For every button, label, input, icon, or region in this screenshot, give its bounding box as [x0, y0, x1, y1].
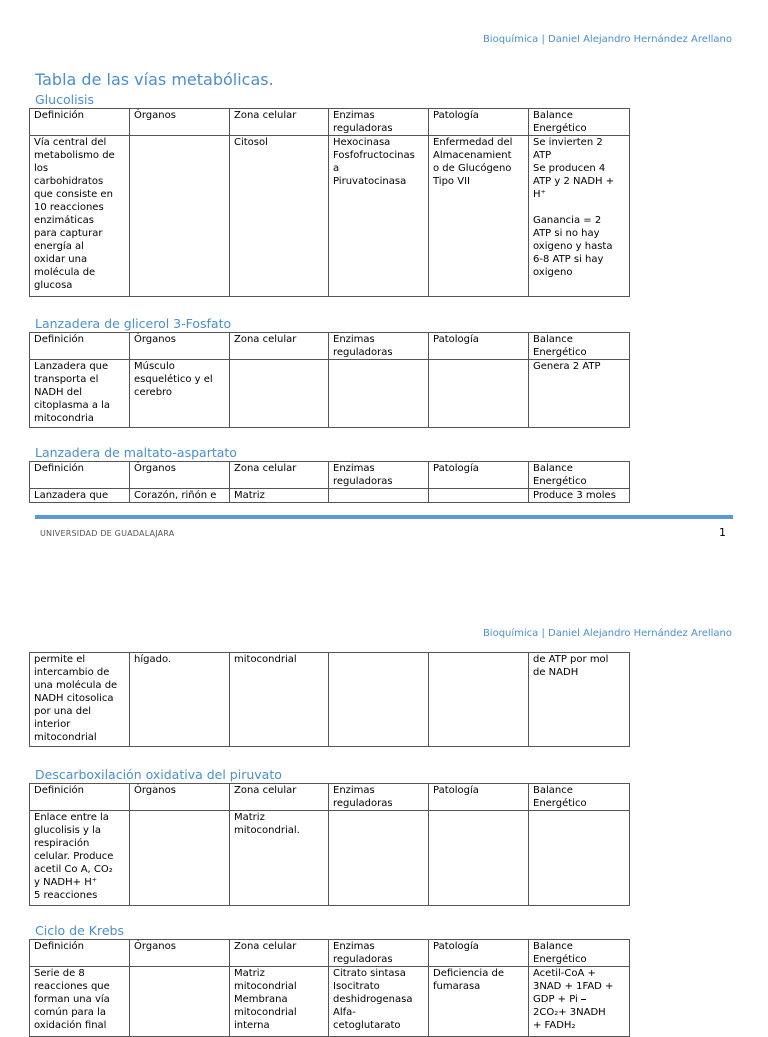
col-definicion: Definición	[30, 109, 130, 136]
table-header-row	[30, 462, 630, 489]
col-zona-celular: Zona celular	[230, 333, 329, 360]
table-row	[30, 489, 630, 503]
cell-patologia	[429, 489, 529, 503]
cell-enzimas	[329, 489, 429, 503]
col-enzimas: Enzimas reguladoras	[329, 109, 429, 136]
cell-organos	[130, 811, 230, 906]
cell-enzimas	[329, 360, 429, 428]
footer-rule	[35, 515, 733, 519]
footer-university: UNIVERSIDAD DE GUADALAJARA	[40, 529, 175, 538]
page-number: 1	[719, 526, 726, 539]
col-enzimas: Enzimas reguladoras	[329, 784, 429, 811]
col-definicion: Definición	[30, 462, 130, 489]
section-title-glicerol: Lanzadera de glicerol 3-Fosfato	[35, 316, 232, 331]
cell-zona-celular: Matriz mitocondrial.	[230, 811, 329, 906]
cell-patologia: Deficiencia de fumarasa	[429, 967, 529, 1037]
col-organos: Órganos	[130, 333, 230, 360]
col-enzimas: Enzimas reguladoras	[329, 940, 429, 967]
col-balance: Balance Energético	[529, 784, 630, 811]
cell-enzimas	[329, 653, 429, 747]
cell-definicion: Serie de 8 reacciones que forman una vía común para la oxidación final	[30, 967, 130, 1037]
section-title-krebs: Ciclo de Krebs	[35, 923, 124, 938]
cell-organos	[130, 136, 230, 297]
table-piruvato	[29, 783, 630, 906]
table-row	[30, 811, 630, 906]
table-glucolisis	[29, 108, 630, 297]
page-gap	[0, 560, 768, 600]
table-glicerol	[29, 332, 630, 428]
cell-balance: Se invierten 2 ATP Se producen 4 ATP y 2 NADH + H⁺ Ganancia = 2 ATP si no hay oxigeno y hasta 6-8 ATP si hay oxigeno	[529, 136, 630, 297]
page-2	[0, 600, 768, 1031]
document-title: Tabla de las vías metabólicas.	[35, 70, 274, 89]
col-enzimas: Enzimas reguladoras	[329, 333, 429, 360]
cell-zona-celular: Matriz mitocondrial Membrana mitocondrial interna	[230, 967, 329, 1037]
cell-patologia	[429, 360, 529, 428]
cell-zona-celular	[230, 360, 329, 428]
col-patologia: Patología	[429, 333, 529, 360]
cell-organos: Corazón, riñón e	[130, 489, 230, 503]
table-malato-part-1	[29, 461, 630, 503]
col-patologia: Patología	[429, 940, 529, 967]
col-zona-celular: Zona celular	[230, 784, 329, 811]
table-header-row	[30, 109, 630, 136]
cell-organos: Músculo esquelético y el cerebro	[130, 360, 230, 428]
cell-enzimas	[329, 811, 429, 906]
cell-zona-celular: Citosol	[230, 136, 329, 297]
col-patologia: Patología	[429, 109, 529, 136]
col-definicion: Definición	[30, 784, 130, 811]
cell-definicion: permite el intercambio de una molécula de NADH citosolica por una del interior mitocondrial	[30, 653, 130, 747]
cell-balance: Genera 2 ATP	[529, 360, 630, 428]
col-zona-celular: Zona celular	[230, 109, 329, 136]
table-row	[30, 967, 630, 1037]
cell-definicion: Enlace entre la glucolisis y la respiración celular. Produce acetil Co A, CO₂ y NADH+ H⁺ 5 reacciones	[30, 811, 130, 906]
cell-zona-celular: Matriz	[230, 489, 329, 503]
col-zona-celular: Zona celular	[230, 940, 329, 967]
running-header: Bioquímica | Daniel Alejandro Hernández Arellano	[482, 34, 732, 45]
col-organos: Órganos	[130, 109, 230, 136]
col-definicion: Definición	[30, 333, 130, 360]
cell-patologia: Enfermedad del Almacenamient o de Glucógeno Tipo VII	[429, 136, 529, 297]
cell-definicion: Lanzadera que	[30, 489, 130, 503]
col-patologia: Patología	[429, 784, 529, 811]
section-title-glucolisis: Glucolisis	[35, 92, 95, 107]
cell-balance: de ATP por mol de NADH	[529, 653, 630, 747]
table-header-row	[30, 940, 630, 967]
col-organos: Órganos	[130, 784, 230, 811]
cell-definicion: Vía central del metabolismo de los carbohidratos que consiste en 10 reacciones enzimáticas para capturar energía al oxidar una molécula de glucosa	[30, 136, 130, 297]
table-header-row	[30, 333, 630, 360]
table-malato-part-2	[29, 652, 630, 747]
col-organos: Órganos	[130, 462, 230, 489]
col-balance: Balance Energético	[529, 462, 630, 489]
cell-patologia	[429, 811, 529, 906]
col-organos: Órganos	[130, 940, 230, 967]
cell-zona-celular: mitocondrial	[230, 653, 329, 747]
cell-organos	[130, 967, 230, 1037]
cell-enzimas: Hexocinasa Fosfofructocinas a Piruvatocinasa	[329, 136, 429, 297]
cell-balance: Acetil-CoA + 3NAD + 1FAD + GDP + Pi ⎯ 2CO₂+ 3NADH + FADH₂	[529, 967, 630, 1037]
running-header: Bioquímica | Daniel Alejandro Hernández Arellano	[482, 628, 732, 639]
table-row	[30, 136, 630, 297]
col-enzimas: Enzimas reguladoras	[329, 462, 429, 489]
cell-patologia	[429, 653, 529, 747]
col-definicion: Definición	[30, 940, 130, 967]
section-title-piruvato: Descarboxilación oxidativa del piruvato	[35, 767, 282, 782]
section-title-malato: Lanzadera de maltato-aspartato	[35, 445, 237, 460]
table-header-row	[30, 784, 630, 811]
col-balance: Balance Energético	[529, 333, 630, 360]
col-zona-celular: Zona celular	[230, 462, 329, 489]
table-row	[30, 360, 630, 428]
table-row	[30, 653, 630, 747]
cell-organos: hígado.	[130, 653, 230, 747]
col-patologia: Patología	[429, 462, 529, 489]
cell-balance	[529, 811, 630, 906]
table-krebs	[29, 939, 630, 1037]
cell-enzimas: Citrato sintasa Isocitrato deshidrogenasa Alfa- cetoglutarato	[329, 967, 429, 1037]
cell-balance: Produce 3 moles	[529, 489, 630, 503]
col-balance: Balance Energético	[529, 940, 630, 967]
col-balance: Balance Energético	[529, 109, 630, 136]
cell-definicion: Lanzadera que transporta el NADH del citoplasma a la mitocondria	[30, 360, 130, 428]
